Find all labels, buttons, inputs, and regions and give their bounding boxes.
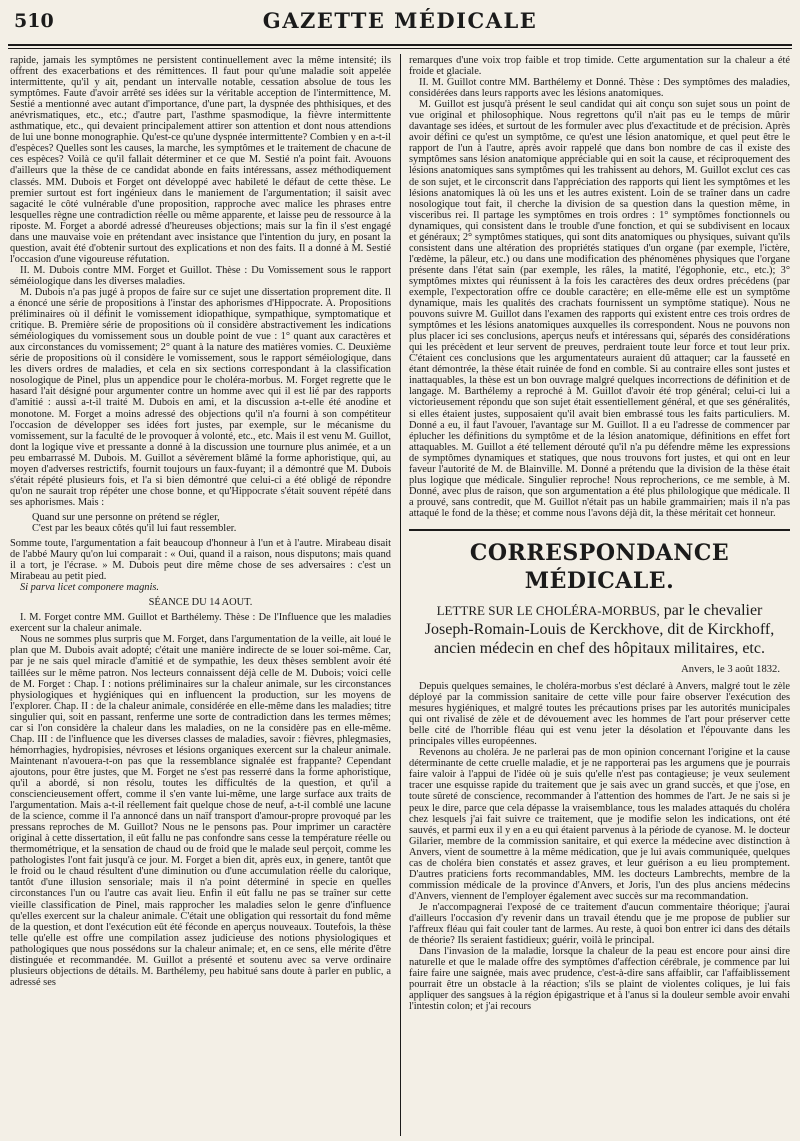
latin-quote: Si parva licet componere magnis. bbox=[20, 582, 159, 594]
column-divider bbox=[400, 54, 401, 1136]
section-title: CORRESPONDANCE MÉDICALE. bbox=[469, 539, 730, 594]
letter-date: Anvers, le 3 août 1832. bbox=[681, 663, 780, 675]
paragraph: rapide, jamais les symptômes ne persistent continuellement avec la même intensité; ils offrent des exacerbations et des rémittences. Il faut pour qu'une maladie soit appelée intermittente, qu'il y ait, pendant un intervalle notable, cessation absolue de tous les symptômes. Faute d'avoir arrêté ses idées sur la véritable acception de l'intermittence, M. Sestié a mentionné avec autant d'importance, d'une part, la dyspnée des phthisiques, et des anévrismatiques, etc., etc.; d'autre part, l'asthme spasmodique, la fièvre intermittente asthmatique, etc., qui devaient principalement attirer son attention et dont nous attendions de lui une bonne monographie. Qu'est-ce qu'une dyspnée intermittente? Combien y en a-t-il d'espèces? Quelles sont les causes, la marche, les symptômes et le traitement de chacune de ces espèces? Voilà ce qu'il fallait déterminer et ce que M. Sestié n'a point fait. Avouons d'ailleurs que la thèse de ce candidat abonde en faits intéressans, assez méthodiquement classés. MM. Dubois et Forget ont développé avec habileté le défaut de cette thèse. Le premier surtout est fort ingénieux dans le maniement de l'argumentation; il saisit avec sagacité le côté vulnérable d'une proposition, rapproche avec malice les phrases entre lesquelles règne une contradiction réelle ou même apparente, et laisse peu de ressource à la riposte. M. Forget a abordé adressé d'heureuses objections; mais sur la fin il s'est engagé dans une mauvaise voie en prétendant avec insistance que l'intention du jury, en posant la question, avait été d'obtenir surtout des explications et non des faits. Il a donné à M. Sestié l'occasion d'une vigoureuse réfutation. bbox=[10, 55, 391, 265]
paragraph: Revenons au choléra. Je ne parlerai pas de mon opinion concernant l'origine et la cause déterminante de cette cruelle maladie, et je ne rapporterai pas les argumens que je pourrais faire valoir à l'appui de l'idée où je suis qu'elle n'est pas contagieuse; je veux seulement tracer une esquisse rapide du traitement que je sais avec un grand succès, et que j'ose, en toute sûreté de conscience, recommander à l'attention des hommes de l'art. Je ne sais si je peux le dire, parce que cela dépasse la vraisemblance, tous les malades attaqués du choléra chez lesquels j'ai fait suivre ce traitement, que je modifie selon les indications, ont été sauvés, et parmi eux il y en a eu qui étaient parvenus à la période de cyanose. M. le docteur Gilarier, membre de la commission sanitaire, et qui exerce la médecine avec distinction à Anvers, vient de soumettre à la même médication, que je lui avais communiquée, quelques cas de choléra bien constatés et assez graves, et leur guérison a eu lieu promptement. D'autres praticiens forts recommandables, MM. les docteurs Lambrechts, membre de la commission médicale de la province d'Anvers, et Joris, l'un des plus anciens médecins d'Anvers, viennent de l'employer également avec succès sur ma recommandation. bbox=[409, 747, 790, 902]
left-column bbox=[10, 55, 391, 988]
verse-line: C'est par les beaux côtés qu'il lui faut ressembler. bbox=[32, 522, 237, 534]
thesis-heading: II. M. Guillot contre MM. Barthélemy et Donné. Thèse : Des symptômes des maladies, considérées dans leurs rapports avec les lésions anatomiques. bbox=[409, 77, 790, 100]
section-rule bbox=[409, 529, 790, 531]
paragraph: M. Dubois n'a pas jugé à propos de faire sur ce sujet une dissertation proprement dite. Il a énoncé une série de propositions à l'instar des aphorismes d'Hippocrate. A. Propositions préliminaires où il définit le vomissement idiopathique, sympathique, symptomatique et critique. B. Première série de propositions où il considère abstractivement les indications séméiologiques du vomissement sous un double point de vue : 1° quant aux caractères et aux circonstances du vomissement; 2° quant à la nature des matières vomies. C. Deuxième série de propositions où il considère le vomissement, sous le rapport séméiologique, dans les divers ordres de maladies, et cela en six sections correspondant à la classification nosologique de Pinel, plus un appendice pour le choléra-morbus. M. Forget regrette que le hasard l'ait désigné pour argumenter contre un homme avec qui il est lié par des rapports d'amitié : aussi a-t-il traité M. Dubois en ami, et la discussion a-t-elle été anodine et monotone. M. Forget a moins adressé des objections qu'il n'a fourni à son compétiteur l'occasion de développer ses idées fort justes, par exemple, sur le mécanisme du vomissement, sur la faculté de le provoquer à volonté, etc., etc. Mais il est venu M. Guillot, dont la logique vive et pressante a donné à la discussion une tournure plus animée, et a un peu embarrassé M. Dubois. M. Guillot a sévèrement blâmé la forme aphoristique, qui, au moyen d'adverses restrictifs, fournit toujours un faux-fuyant; il a démontré que M. Dubois s'était répété plusieurs fois, et l'a si bien démontré que celui-ci a été obligé de répondre qu'on ne saurait trop répéter une chose bonne, et qu'Hippocrate s'était souvent répété dans ses aphorismes. Mais : bbox=[10, 286, 391, 508]
paragraph: Depuis quelques semaines, le choléra-morbus s'est déclaré à Anvers, malgré tout le zèle déployé par la commission sanitaire de cette ville pour faire observer l'exécution des mesures hygiéniques, et malgré toutes les précautions prises par les autorités municipales qui ont rivalisé de zèle et de dévouement avec les hommes de l'art pour préserver cette belle cité de l'horrible fléau qui est venu jeter la désolation et l'épouvante dans les principales villes européennes. bbox=[409, 681, 790, 748]
paragraph: Je n'accompagnerai l'exposé de ce traitement d'aucun commentaire théorique; j'aurai d'ailleurs l'occasion d'y revenir dans un travail étendu que je me propose de publier sur l'affreux fléau qui fait couler tant de larmes. Au reste, à quoi bon entrer ici dans des détails de théorie? Ils seraient fastidieux; guérir, voilà le principal. bbox=[409, 901, 790, 947]
page-number: 510 bbox=[14, 10, 54, 32]
journal-title: GAZETTE MÉDICALE bbox=[262, 8, 538, 33]
paragraph: remarques d'une voix trop faible et trop timide. Cette argumentation sur la chaleur a été froide et glaciale. bbox=[409, 55, 790, 78]
letter-title-author: par le chevalier Joseph-Romain-Louis de Kerckhove, dit de Kirckhoff, ancien médecin en chef des hôpitaux militaires, etc. bbox=[424, 601, 775, 657]
letter-title bbox=[415, 601, 784, 658]
thesis-heading: I. M. Forget contre MM. Guillot et Barthélemy. Thèse : De l'Influence que les maladies exercent sur la chaleur animale. bbox=[10, 612, 391, 635]
thesis-heading: II. M. Dubois contre MM. Forget et Guillot. Thèse : Du Vomissement sous le rapport séméiologique dans les diverses maladies. bbox=[10, 264, 391, 287]
verse-line: Quand sur une personne on prétend se régler, bbox=[32, 511, 220, 523]
paragraph: Dans l'invasion de la maladie, lorsque la chaleur de la peau est encore pour ainsi dire naturelle et que le malade offre des symptômes d'affection cérébrale, je commence par lui faire faire une saignée, mais avec prudence, c'est-à-dire sans affaiblir, car l'affaiblissement pourrait être un obstacle à la réaction; s'ils se plaint de violentes coliques, je lui fais appliquer des sangsues à la région épigastrique et à l'anus si la douleur semble avoir envahi l'intestin colon; et j'ai recours bbox=[409, 946, 790, 1013]
header-rule bbox=[8, 44, 792, 46]
paragraph: Somme toute, l'argumentation a fait beaucoup d'honneur à l'un et à l'autre. Mirabeau disait de l'abbé Maury qu'on lui comparait : « Oui, quand il a raison, nous disputons; mais quand il a tort, je l'écrase. » M. Dubois peut dire même chose de ses adversaires : c'est un Mirabeau au petit pied. bbox=[10, 538, 391, 583]
header-rule-thin bbox=[8, 48, 792, 49]
letter-title-smallcaps: LETTRE SUR LE CHOLÉRA-MORBUS, bbox=[436, 602, 660, 618]
page-header bbox=[8, 8, 792, 36]
paragraph: Nous ne sommes plus surpris que M. Forget, dans l'argumentation de la veille, ait loué le plan que M. Dubois avait adopté; c'était une manière indirecte de se louer soi-même. Car, par je ne sais quel miracle d'amitié et de sympathie, les deux thèses semblent avoir été taillées sur le même patron. Nos lecteurs connaissent déjà celle de M. Dubois; voici celle de M. Forget : Chap. I : notions préliminaires sur la chaleur animale, sur les circonstances physiologiques et hygiéniques qui en influencent la production, sur les moyens de l'explorer. Chap. II : de la chaleur animale, considérée en elle-même dans les maladies; titre singulier qui, soit en passant, renferme une sorte de contradiction dans les termes mêmes; car si l'on considère la chaleur dans les maladies, on ne la considère pas en elle-même. Chap. III : de l'influence que les diverses classes de maladies, savoir : fièvres, phlegmasies, hémorrhagies, hydropisies, névroses et lésions organiques exercent sur la chaleur animale. Maintenant n'avouera-t-on pas que la ressemblance signalée est frappante? Cependant ajoutons, pour être justes, que M. Forget ne s'est pas resserré dans la forme aphoristique, qu'il a abordé, si non résolu, toutes les difficultés de la question, et qu'il a consciencieusement offert, comme il s'en vante lui-même, une large surface aux traits de l'argumentation. Mais a-t-il réellement fait quelque chose de neuf, a-t-il comblé une lacune de la science, comme il l'a annoncé dans un naïf transport d'amour-propre provoqué par les pressans reproches de M. Guillot? Nous ne le pensons pas. Pour imprimer un caractère original à cette dissertation, il eût fallu ne pas confondre sans cesse la température réelle ou thermométrique, et la sensation de chaud ou de froid que le malade seul perçoit, comme les pathologistes l'ont fait jusqu'à ce jour. M. Forget a bien dit, après eux, in genere, tantôt que le froid ou le chaud résultent d'une diminution ou d'une accumulation réelle du calorique, tantôt d'une illusion sensoriale; mais il n'a point déterminé in specie en quelles circonstances l'un ou l'autre cas avait lieu. Enfin il eût fallu ne pas se traîner sur cette vieille classification de Pinel, mais rapprocher les maladies selon le genre d'influence qu'elles exercent sur la chaleur animale. C'était une obligation qui ressortait du fond même de la question, et dont l'exécution eût été féconde en aperçus nouveaux. Toutefois, la thèse telle qu'elle est offre une compilation assez judicieuse des notions physiologiques et pathologiques que nous possédons sur la chaleur animale; et, en ce sens, elle mérite d'être distinguée et recommandée. M. Guillot a présenté et soutenu avec sa verve ordinaire plusieurs objections de détails. M. Barthélemy, peu habitué sans doute à parler en public, a adressé ses bbox=[10, 634, 391, 988]
right-column bbox=[409, 55, 790, 1012]
section-heading: SÉANCE DU 14 AOUT. bbox=[148, 597, 253, 609]
paragraph: M. Guillot est jusqu'à présent le seul candidat qui ait conçu son sujet sous un point de vue original et philosophique. Nous regrettons qu'il n'ait pas eu le temps de mûrir davantage ses idées, et surtout de les formuler avec plus d'exactitude et de précision. Après avoir défini ce qu'est un symptôme, ce qu'est une lésion anatomique, et quel peut être le rapport de l'un à l'autre, après avoir rappelé que dans bon nombre de cas il existe des symptômes sans lésion anatomique appréciable qui en soit la cause, et réciproquement des lésions anatomiques sans symptômes qui les trahissent au dehors, M. Guillot exclut ces cas de son sujet, et le circonscrit dans l'appréciation des rapports qui lient les symptômes et les lésions anatomiques là où les uns et les autres existent. Loin de se traîner dans un cadre nosologique tout fait, il cherche la division de sa question dans la question même, in visceribus rei. Il partage les symptômes en trois ordres : 1° symptômes fonctionnels ou dynamiques, qui consistent dans le trouble d'une fonction, et qui se subdivisent en locaux et généraux; 2° symptômes statiques, qui sont dits anatomiques ou physiques, suivant qu'ils consistent dans une altération des propriétés statiques d'un organe (par exemple, l'ictère, l'œdème, la pâleur, etc.) ou dans une modification des phénomènes physiques que l'organe présente dans l'état sain (par exemple, les râles, la matité, l'égophonie, etc., etc.); 3° symptômes mixtes qui réunissent à la fois les caractères des deux ordres précédens (par exemple, l'expectoration offre ce double caractère; en elle-même elle est un symptôme dynamique, mais les qualités des crachats fournissent un symptôme statique). Nous ne pouvons suivre M. Guillot dans l'examen des rapports qui existent entre ces trois ordres de symptômes et les lésions anatomiques auxquelles ils correspondent. Nous ne pouvons non plus placer ici ses conclusions, aperçus neufs et intéressans qui, séparés des considérations qui les précèdent et leur servent de preuves, perdraient toute leur force et tout leur prix. C'étaient ces conclusions que les argumentateurs auraient dû attaquer; car la fausseté en étant démontrée, la thèse était ruinée de fond en comble. Si au contraire elles sont justes et inattaquables, la thèse est un bon ouvrage malgré quelques incorrections de définition et de langage. M. Barthélemy a reproché à M. Guillot d'avoir été trop général; celui-ci lui a victorieusement répondu que son sujet était essentiellement général, et que ses généralités, si elles étaient justes, supposaient qu'il avait bien embrassé tous les faits particuliers. M. Donné a eu, il faut l'avouer, l'avantage sur M. Guillot. Il a eu l'adresse de commencer par éplucher les définitions du symptôme et de la lésion anatomique, définitions en effet fort attaquables. M. Guillot a été tellement dérouté qu'il n'a pu défendre même les expressions de symptômes dynamiques et statiques, que nous trouvons fort justes, et qui ont en leur faveur l'autorité de M. de Blainville. M. Donné a prétendu que la division de la thèse était plus logique que médicale. Singulier reproche! Nous reprocherions, ce me semble, à M. Donné, avec plus de raison, que son argumentation a été plus philologique que médicale. Il a prouvé, sans contredit, que M. Guillot n'était pas un habile grammairien; mais il n'a pas attaqué le fond de la thèse; et comme nous l'avons déjà dit, la thèse méritait cet honneur. bbox=[409, 99, 790, 519]
